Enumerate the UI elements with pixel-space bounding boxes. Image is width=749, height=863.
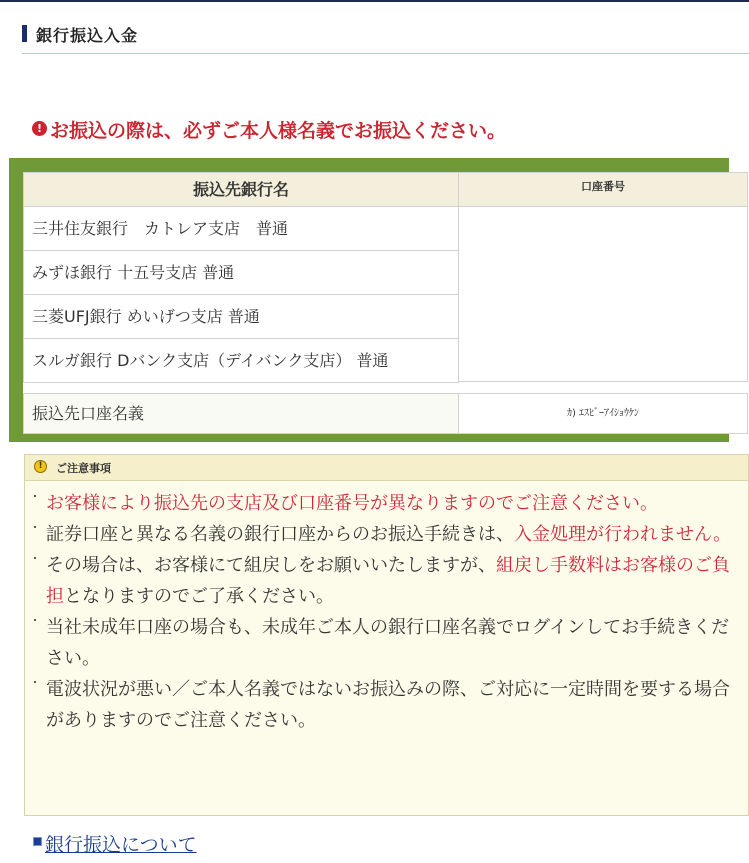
- notice-emphasis-text: 組戻し手数料はお客様のご負担: [46, 555, 730, 607]
- notice-emphasis-text: お客様により振込先の支店及び口座番号が異なりますのでご注意ください。: [46, 493, 658, 514]
- notice-item: [25, 612, 748, 674]
- notice-text: その場合は、お客様にて組戻しをお願いいたしますが、: [46, 555, 496, 576]
- exclamation-circle-icon: !: [32, 121, 47, 136]
- notice-emphasis-text: 入金処理が行われません。: [514, 524, 732, 545]
- account-number-header: 口座番号: [458, 172, 748, 207]
- warning-message: [32, 116, 506, 144]
- notice-text: 証券口座と異なる名義の銀行口座からのお振込手続きは、: [46, 524, 514, 545]
- notice-box: [24, 454, 749, 816]
- account-number-cell: [458, 206, 748, 382]
- page-title: 銀行振込入金: [36, 26, 139, 45]
- bank-transfer-info-link[interactable]: 銀行振込について: [45, 834, 197, 856]
- notice-text: 当社未成年口座の場合も、未成年ご本人の銀行口座名義でログインしてお手続きください。: [46, 617, 730, 669]
- transfer-info-frame: [9, 158, 729, 442]
- account-name-label: 振込先口座名義: [23, 393, 459, 434]
- bank-row: スルガ銀行 Dバンク支店（デイバンク支店） 普通: [23, 338, 459, 383]
- notice-item: [25, 550, 748, 612]
- notice-item: [25, 519, 748, 550]
- section-header: [22, 20, 749, 54]
- bank-row: 三菱UFJ銀行 めいげつ支店 普通: [23, 294, 459, 339]
- notice-item: [25, 488, 748, 519]
- bank-transfer-info-link-row[interactable]: [33, 830, 197, 857]
- account-name-value: ｶ) ｴｽﾋﾞｰｱｲｼｮｳｹﾝ: [458, 393, 748, 434]
- square-bullet-icon: [33, 837, 42, 846]
- header-marker: [22, 25, 27, 42]
- top-rule: [0, 0, 749, 2]
- warning-text: お振込の際は、必ずご本人様名義でお振込ください。: [50, 120, 507, 142]
- notice-text: 電波状況が悪い／ご本人名義ではないお振込みの際、ご対応に一定時間を要する場合がありますのでご注意ください。: [46, 679, 730, 731]
- header-divider: [22, 53, 749, 54]
- transfer-table: [23, 172, 748, 434]
- bank-row: みずほ銀行 十五号支店 普通: [23, 250, 459, 295]
- notice-text: となりますのでご了承ください。: [64, 586, 334, 607]
- bank-name-header: 振込先銀行名: [23, 172, 459, 207]
- notice-title: ご注意事項: [56, 462, 111, 475]
- notice-item: [25, 674, 748, 736]
- bank-row: 三井住友銀行 カトレア支店 普通: [23, 206, 459, 251]
- notice-header: [25, 455, 748, 481]
- exclamation-circle-icon: !: [34, 460, 47, 473]
- notice-list: [25, 488, 748, 736]
